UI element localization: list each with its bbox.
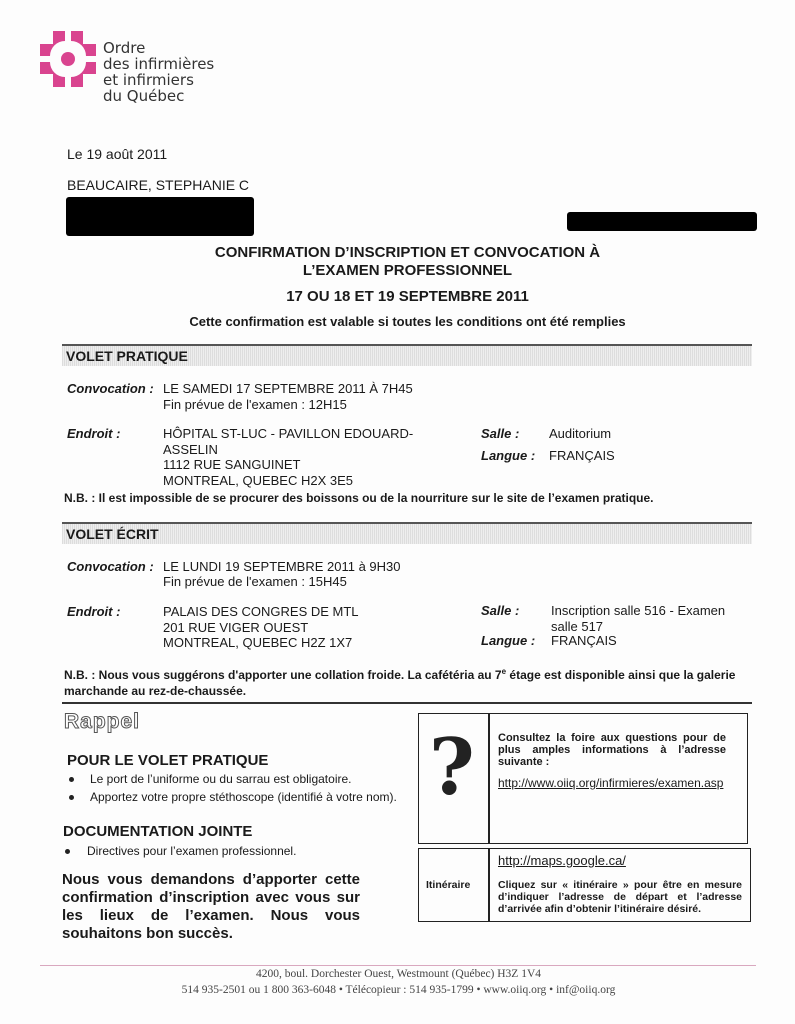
logo-line: du Québec bbox=[103, 87, 185, 105]
pratique-heading: POUR LE VOLET PRATIQUE bbox=[67, 752, 269, 769]
itinerary-text: Cliquez sur « itinéraire » pour être en mesure d’indiquer l’adresse de départ et l’adresse d’arrivée afin d’obtenir l’itinéraire désiré. bbox=[498, 879, 742, 915]
convocation-value: LE SAMEDI 17 SEPTEMBRE 2011 À 7H45 bbox=[163, 381, 413, 396]
langue-label: Langue : bbox=[481, 633, 536, 648]
logo-line: Ordre bbox=[103, 39, 146, 57]
title-line-1: CONFIRMATION D’INSCRIPTION ET CONVOCATION À bbox=[214, 244, 601, 261]
section-header-pratique bbox=[62, 344, 752, 366]
nb-text: marchande au rez-de-chaussée. bbox=[64, 684, 247, 698]
footer-divider bbox=[40, 965, 756, 966]
footer-contact: 514 935-2501 ou 1 800 363-6048 • Télécopieur : 514 935-1799 • www.oiiq.org • inf@oiiq.org bbox=[181, 984, 616, 996]
nb-pratique: N.B. : Il est impossible de se procurer des boissons ou de la nourriture sur le site de l’examen pratique. bbox=[64, 491, 654, 505]
list-item: Apportez votre propre stéthoscope (identifié à votre nom). bbox=[90, 790, 397, 804]
langue-value: FRANÇAIS bbox=[549, 448, 615, 463]
nb-text: étage est disponible ainsi que la galerie bbox=[506, 668, 736, 682]
logo-line: des infirmières bbox=[103, 55, 215, 73]
itinerary-box bbox=[418, 848, 751, 922]
salle-value bbox=[551, 603, 725, 634]
nb-text: N.B. : Nous vous suggérons d'apporter une collation froide. La cafétéria au 7 bbox=[64, 668, 502, 682]
endroit-address bbox=[163, 426, 413, 488]
question-mark-icon: ? bbox=[429, 722, 475, 813]
langue-label: Langue : bbox=[481, 448, 536, 463]
bullet-icon bbox=[65, 849, 70, 854]
list-item: Le port de l’uniforme ou du sarrau est obligatoire. bbox=[90, 772, 352, 786]
oiiq-logo-icon bbox=[40, 31, 96, 87]
address-line: HÔPITAL ST-LUC - PAVILLON EDOUARD- bbox=[163, 426, 414, 441]
endroit-label: Endroit : bbox=[67, 604, 121, 619]
recipient-name: BEAUCAIRE, STEPHANIE C bbox=[67, 177, 250, 193]
redacted-address bbox=[66, 197, 254, 236]
logo-line: et infirmiers bbox=[103, 71, 194, 89]
logo-text bbox=[103, 40, 214, 104]
end-time: Fin prévue de l'examen : 15H45 bbox=[163, 574, 347, 589]
divider bbox=[488, 714, 490, 843]
faq-text: Consultez la foire aux questions pour de plus amples informations à l’adresse suivante : bbox=[498, 732, 726, 768]
bullet-icon bbox=[69, 777, 74, 782]
salle-line: salle 517 bbox=[551, 618, 604, 634]
address-line: 201 RUE VIGER OUEST bbox=[163, 619, 309, 635]
convocation-label: Convocation : bbox=[67, 559, 154, 574]
convocation-value: LE LUNDI 19 SEPTEMBRE 2011 à 9H30 bbox=[163, 559, 401, 574]
nb-ecrit bbox=[64, 664, 735, 699]
list-item: Directives pour l’examen professionnel. bbox=[87, 844, 297, 858]
section-title: VOLET ÉCRIT bbox=[66, 526, 159, 542]
doc-heading: DOCUMENTATION JOINTE bbox=[63, 823, 253, 840]
divider bbox=[62, 702, 752, 704]
salle-label: Salle : bbox=[481, 426, 520, 441]
section-title: VOLET PRATIQUE bbox=[66, 348, 188, 364]
maps-link[interactable]: http://maps.google.ca/ bbox=[498, 853, 626, 868]
exam-dates: 17 OU 18 ET 19 SEPTEMBRE 2011 bbox=[286, 288, 529, 305]
section-header-ecrit bbox=[62, 522, 752, 544]
salle-line: Inscription salle 516 - Examen bbox=[551, 603, 726, 618]
endroit-label: Endroit : bbox=[67, 426, 121, 441]
address-line: MONTREAL, QUEBEC H2X 3E5 bbox=[163, 472, 353, 488]
endroit-address bbox=[163, 604, 359, 651]
end-time: Fin prévue de l'examen : 12H15 bbox=[163, 397, 347, 412]
langue-value: FRANÇAIS bbox=[551, 633, 617, 648]
address-line: ASSELIN bbox=[163, 441, 218, 457]
rappel-title: Rappel bbox=[64, 710, 141, 733]
convocation-label: Convocation : bbox=[67, 381, 154, 396]
address-line: PALAIS DES CONGRES DE MTL bbox=[163, 604, 359, 619]
address-line: MONTREAL, QUEBEC H2Z 1X7 bbox=[163, 635, 353, 650]
salle-value: Auditorium bbox=[549, 426, 612, 441]
bullet-icon bbox=[69, 795, 74, 800]
address-line: 1112 RUE SANGUINET bbox=[163, 457, 301, 472]
letter-date: Le 19 août 2011 bbox=[67, 146, 168, 162]
faq-link[interactable]: http://www.oiiq.org/infirmieres/examen.asp bbox=[498, 776, 724, 790]
closing-message: Nous vous demandons d’apporter cette confirmation d’inscription avec vous sur les lieux de l’examen. Nous vous souhaitons bon succès. bbox=[62, 871, 360, 942]
itinerary-label: Itinéraire bbox=[426, 879, 471, 891]
footer-address: 4200, boul. Dorchester Ouest, Westmount (Québec) H3Z 1V4 bbox=[255, 968, 542, 980]
title-line-2: L’EXAMEN PROFESSIONNEL bbox=[302, 262, 513, 279]
faq-box bbox=[418, 713, 748, 844]
salle-label: Salle : bbox=[481, 603, 520, 618]
divider bbox=[488, 849, 490, 921]
subtitle: Cette confirmation est valable si toutes les conditions ont été remplies bbox=[189, 314, 626, 329]
redacted-id bbox=[567, 212, 757, 231]
nb-superscript: e bbox=[501, 667, 507, 676]
